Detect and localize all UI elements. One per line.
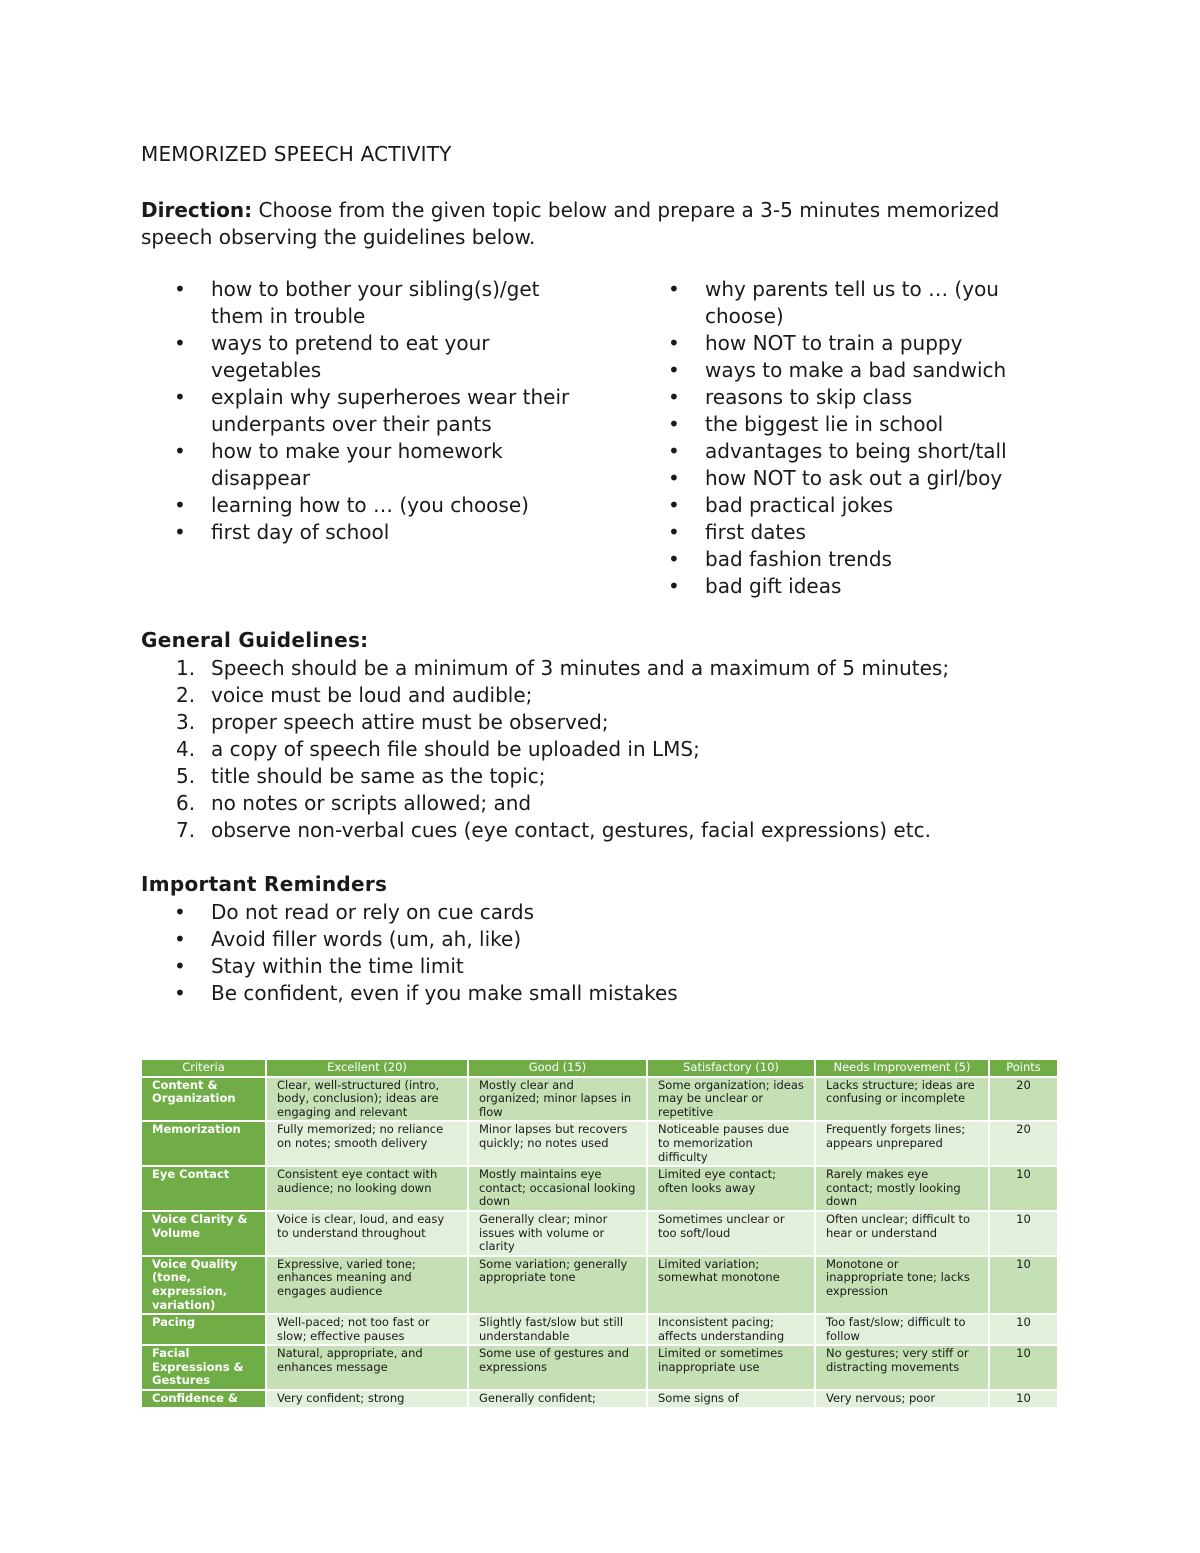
guideline-text: a copy of speech file should be uploaded in LMS; — [211, 737, 700, 761]
reminder-item: • Do not read or rely on cue cards — [141, 899, 1041, 926]
points-cell: 10 — [989, 1314, 1058, 1345]
good-cell: Mostly maintains eye contact; occasional looking down — [468, 1166, 647, 1211]
satisfactory-cell: Limited variation; somewhat monotone — [647, 1256, 815, 1314]
good-cell: Slightly fast/slow but still understandable — [468, 1314, 647, 1345]
excellent-cell: Natural, appropriate, and enhances message — [266, 1345, 468, 1390]
points-cell: 10 — [989, 1345, 1058, 1390]
criteria-cell: Content & Organization — [142, 1077, 266, 1122]
guideline-number: 6. — [176, 791, 196, 815]
needs-improvement-cell: Lacks structure; ideas are confusing or incomplete — [815, 1077, 989, 1122]
guideline-item — [141, 655, 1041, 682]
topic-list-right — [635, 276, 1055, 600]
criteria-cell: Memorization — [142, 1121, 266, 1166]
guideline-item — [141, 817, 1041, 844]
topic-item: • how to bother your sibling(s)/get them in trouble — [141, 276, 581, 330]
table-row — [142, 1345, 1058, 1390]
needs-improvement-cell: Frequently forgets lines; appears unprepared — [815, 1121, 989, 1166]
header-good: Good (15) — [468, 1060, 647, 1077]
reminder-item: • Stay within the time limit — [141, 953, 1041, 980]
satisfactory-cell: Inconsistent pacing; affects understanding — [647, 1314, 815, 1345]
good-cell: Some use of gestures and expressions — [468, 1345, 647, 1390]
header-points: Points — [989, 1060, 1058, 1077]
header-criteria: Criteria — [142, 1060, 266, 1077]
topic-item: • first dates — [635, 519, 1055, 546]
points-cell: 20 — [989, 1077, 1058, 1122]
topic-item: • bad fashion trends — [635, 546, 1055, 573]
good-cell: Generally clear; minor issues with volume or clarity — [468, 1211, 647, 1256]
guideline-number: 5. — [176, 764, 196, 788]
excellent-cell: Well-paced; not too fast or slow; effective pauses — [266, 1314, 468, 1345]
satisfactory-cell: Limited or sometimes inappropriate use — [647, 1345, 815, 1390]
guideline-item — [141, 790, 1041, 817]
reminder-item: • Be confident, even if you make small mistakes — [141, 980, 1041, 1007]
topic-item: • advantages to being short/tall — [635, 438, 1055, 465]
criteria-cell: Facial Expressions & Gestures — [142, 1345, 266, 1390]
header-needs-improvement: Needs Improvement (5) — [815, 1060, 989, 1077]
needs-improvement-cell: Monotone or inappropriate tone; lacks expression — [815, 1256, 989, 1314]
guideline-text: proper speech attire must be observed; — [211, 710, 609, 734]
topic-item: • ways to pretend to eat your vegetables — [141, 330, 581, 384]
table-row — [142, 1211, 1058, 1256]
satisfactory-cell: Limited eye contact; often looks away — [647, 1166, 815, 1211]
reminders-list — [141, 899, 1041, 1007]
guideline-number: 3. — [176, 710, 196, 734]
criteria-cell: Confidence & — [142, 1390, 266, 1408]
good-cell: Minor lapses but recovers quickly; no notes used — [468, 1121, 647, 1166]
topic-item: • reasons to skip class — [635, 384, 1055, 411]
guideline-number: 2. — [176, 683, 196, 707]
table-row — [142, 1166, 1058, 1211]
needs-improvement-cell: Too fast/slow; difficult to follow — [815, 1314, 989, 1345]
topic-item: • ways to make a bad sandwich — [635, 357, 1055, 384]
satisfactory-cell: Sometimes unclear or too soft/loud — [647, 1211, 815, 1256]
good-cell: Some variation; generally appropriate tone — [468, 1256, 647, 1314]
guideline-item — [141, 763, 1041, 790]
guideline-item — [141, 709, 1041, 736]
guideline-item — [141, 736, 1041, 763]
page-title: MEMORIZED SPEECH ACTIVITY — [141, 142, 452, 166]
topic-item: • learning how to … (you choose) — [141, 492, 581, 519]
excellent-cell: Clear, well-structured (intro, body, conclusion); ideas are engaging and relevant — [266, 1077, 468, 1122]
points-cell: 10 — [989, 1390, 1058, 1408]
excellent-cell: Consistent eye contact with audience; no looking down — [266, 1166, 468, 1211]
table-row — [142, 1121, 1058, 1166]
guidelines-list — [141, 655, 1041, 844]
needs-improvement-cell: No gestures; very stiff or distracting movements — [815, 1345, 989, 1390]
excellent-cell: Fully memorized; no reliance on notes; smooth delivery — [266, 1121, 468, 1166]
guideline-item — [141, 682, 1041, 709]
guideline-number: 1. — [176, 656, 196, 680]
general-guidelines-heading: General Guidelines: — [141, 628, 369, 652]
points-cell: 20 — [989, 1121, 1058, 1166]
guideline-number: 4. — [176, 737, 196, 761]
reminders-heading: Important Reminders — [141, 872, 388, 896]
satisfactory-cell: Some signs of — [647, 1390, 815, 1408]
criteria-cell: Voice Quality (tone, expression, variation) — [142, 1256, 266, 1314]
topic-item: • first day of school — [141, 519, 581, 546]
header-satisfactory: Satisfactory (10) — [647, 1060, 815, 1077]
good-cell: Mostly clear and organized; minor lapses in flow — [468, 1077, 647, 1122]
criteria-cell: Eye Contact — [142, 1166, 266, 1211]
topic-list-left — [141, 276, 581, 546]
excellent-cell: Very confident; strong — [266, 1390, 468, 1408]
points-cell: 10 — [989, 1211, 1058, 1256]
header-excellent: Excellent (20) — [266, 1060, 468, 1077]
satisfactory-cell: Noticeable pauses due to memorization difficulty — [647, 1121, 815, 1166]
topic-item: • the biggest lie in school — [635, 411, 1055, 438]
needs-improvement-cell: Very nervous; poor — [815, 1390, 989, 1408]
criteria-cell: Pacing — [142, 1314, 266, 1345]
rubric-table — [142, 1060, 1059, 1409]
reminder-item: • Avoid filler words (um, ah, like) — [141, 926, 1041, 953]
table-row — [142, 1390, 1058, 1408]
topic-item: • how to make your homework disappear — [141, 438, 581, 492]
direction-paragraph — [141, 197, 1041, 251]
topic-item: • bad gift ideas — [635, 573, 1055, 600]
satisfactory-cell: Some organization; ideas may be unclear or repetitive — [647, 1077, 815, 1122]
excellent-cell: Expressive, varied tone; enhances meaning and engages audience — [266, 1256, 468, 1314]
guideline-text: observe non-verbal cues (eye contact, gestures, facial expressions) etc. — [211, 818, 931, 842]
table-row — [142, 1314, 1058, 1345]
needs-improvement-cell: Often unclear; difficult to hear or understand — [815, 1211, 989, 1256]
guideline-number: 7. — [176, 818, 196, 842]
topic-item: • bad practical jokes — [635, 492, 1055, 519]
rubric-header-row — [142, 1060, 1058, 1077]
topic-item: • how NOT to ask out a girl/boy — [635, 465, 1055, 492]
topic-item: • explain why superheroes wear their underpants over their pants — [141, 384, 581, 438]
criteria-cell: Voice Clarity & Volume — [142, 1211, 266, 1256]
direction-label: Direction: — [141, 198, 253, 222]
topic-item: • how NOT to train a puppy — [635, 330, 1055, 357]
guideline-text: voice must be loud and audible; — [211, 683, 533, 707]
topic-item: • why parents tell us to … (you choose) — [635, 276, 1055, 330]
guideline-text: title should be same as the topic; — [211, 764, 546, 788]
excellent-cell: Voice is clear, loud, and easy to understand throughout — [266, 1211, 468, 1256]
points-cell: 10 — [989, 1166, 1058, 1211]
table-row — [142, 1077, 1058, 1122]
needs-improvement-cell: Rarely makes eye contact; mostly looking down — [815, 1166, 989, 1211]
good-cell: Generally confident; — [468, 1390, 647, 1408]
points-cell: 10 — [989, 1256, 1058, 1314]
table-row — [142, 1256, 1058, 1314]
direction-text: Choose from the given topic below and prepare a 3-5 minutes memorized speech observing the guidelines below. — [141, 198, 1000, 249]
guideline-text: no notes or scripts allowed; and — [211, 791, 532, 815]
guideline-text: Speech should be a minimum of 3 minutes and a maximum of 5 minutes; — [211, 656, 950, 680]
